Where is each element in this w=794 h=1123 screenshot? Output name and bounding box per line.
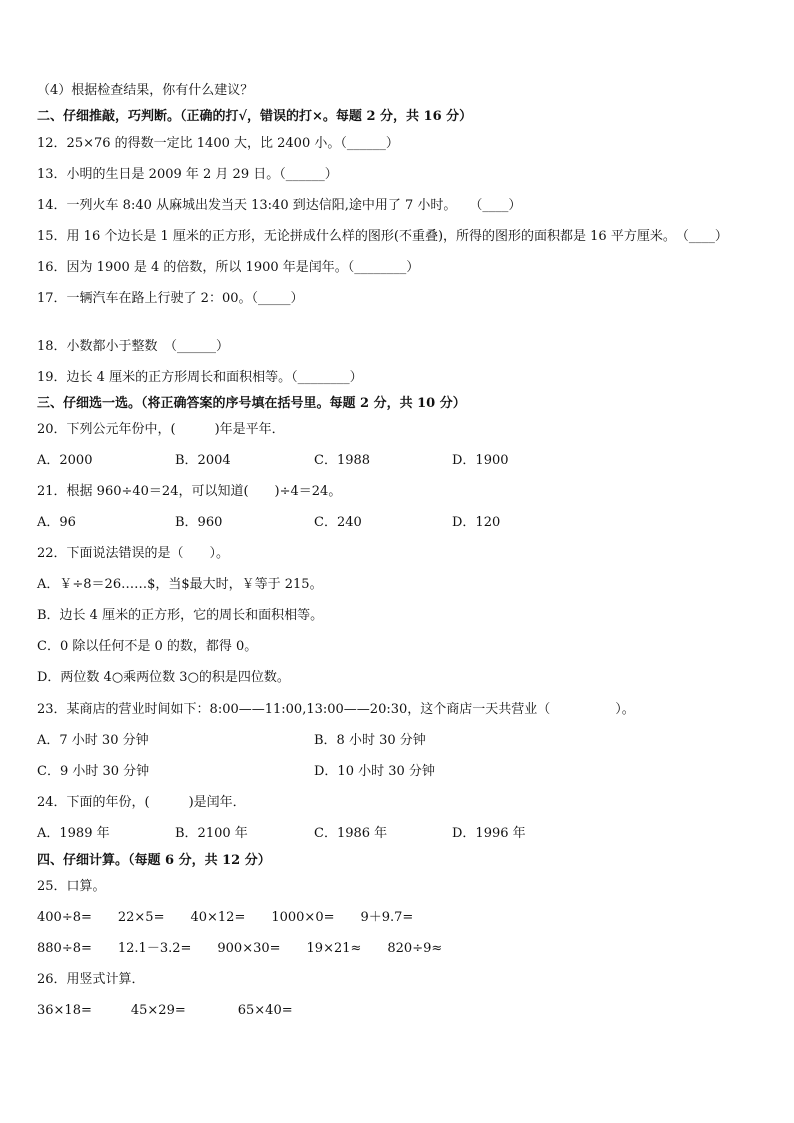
question-25: 25．口算。 xyxy=(37,879,106,894)
question-18: 18．小数都小于整数 （______） xyxy=(37,339,230,354)
question-14: 14．一列火车 8:40 从麻城出发当天 13:40 到达信阳,途中用了 7 小时。 （____） xyxy=(37,198,522,213)
q23-option-a: A．7 小时 30 分钟 xyxy=(37,733,149,748)
q20-option-a: A．2000 xyxy=(37,453,93,468)
q24-option-c: C．1986 年 xyxy=(314,826,388,841)
q21-option-b: B．960 xyxy=(175,515,223,530)
question-15: 15．用 16 个边长是 1 厘米的正方形，无论拼成什么样的图形(不重叠)，所得的图形的面积都是 16 平方厘米。 （____） xyxy=(37,229,728,244)
section-4-header: 四、仔细计算。（每题 6 分，共 12 分） xyxy=(37,853,271,868)
q22-option-b: B．边长 4 厘米的正方形，它的周长和面积相等。 xyxy=(37,608,324,623)
question-22: 22．下面说法错误的是（ ）。 xyxy=(37,546,230,561)
q25-oral-row-2: 880÷8= 12.1－3.2= 900×30= 19×21≈ 820÷9≈ xyxy=(37,941,443,956)
q22-option-c: C．0 除以任何不是 0 的数，都得 0。 xyxy=(37,639,258,654)
q20-option-b: B．2004 xyxy=(175,453,231,468)
question-16: 16．因为 1900 是 4 的倍数，所以 1900 年是闰年。（________） xyxy=(37,260,420,275)
q21-option-c: C．240 xyxy=(314,515,362,530)
q20-option-d: D．1900 xyxy=(452,453,509,468)
section-3-header: 三、仔细选一选。（将正确答案的序号填在括号里。每题 2 分，共 10 分） xyxy=(37,396,466,411)
question-24: 24．下面的年份，( )是闰年． xyxy=(37,795,246,810)
q24-option-a: A．1989 年 xyxy=(37,826,110,841)
section-2-header: 二、仔细推敲，巧判断。（正确的打√，错误的打×。每题 2 分，共 16 分） xyxy=(37,109,473,124)
q24-option-b: B．2100 年 xyxy=(175,826,248,841)
question-12: 12．25×76 的得数一定比 1400 大，比 2400 小。（______） xyxy=(37,136,399,151)
question-21: 21．根据 960÷40＝24，可以知道( )÷4＝24。 xyxy=(37,484,342,499)
q25-oral-row-1: 400÷8= 22×5= 40×12= 1000×0= 9＋9.7= xyxy=(37,910,414,925)
q23-option-c: C．9 小时 30 分钟 xyxy=(37,764,150,779)
question-19: 19．边长 4 厘米的正方形周长和面积相等。（________） xyxy=(37,370,363,385)
question-11-part-4: （4）根据检查结果，你有什么建议？ xyxy=(37,83,254,98)
question-26: 26．用竖式计算． xyxy=(37,972,145,987)
question-17: 17．一辆汽车在路上行驶了 2：00。（_____） xyxy=(37,291,304,306)
question-23: 23．某商店的营业时间如下：8:00——11:00,13:00——20:30，这个商店一天共营业（ ）。 xyxy=(37,702,635,717)
q21-option-a: A．96 xyxy=(37,515,76,530)
q20-option-c: C．1988 xyxy=(314,453,371,468)
q22-option-a: A．￥÷8＝26……$，当$最大时，￥等于 215。 xyxy=(37,577,323,592)
q23-option-b: B．8 小时 30 分钟 xyxy=(314,733,426,748)
q22-option-d: D．两位数 4○乘两位数 3○的积是四位数。 xyxy=(37,670,290,685)
q24-option-d: D．1996 年 xyxy=(452,826,526,841)
question-13: 13．小明的生日是 2009 年 2 月 29 日。（______） xyxy=(37,167,338,182)
question-20: 20．下列公元年份中，( )年是平年． xyxy=(37,422,285,437)
q21-option-d: D．120 xyxy=(452,515,501,530)
q23-option-d: D．10 小时 30 分钟 xyxy=(314,764,435,779)
q26-vertical-row: 36×18= 45×29= 65×40= xyxy=(37,1003,293,1018)
